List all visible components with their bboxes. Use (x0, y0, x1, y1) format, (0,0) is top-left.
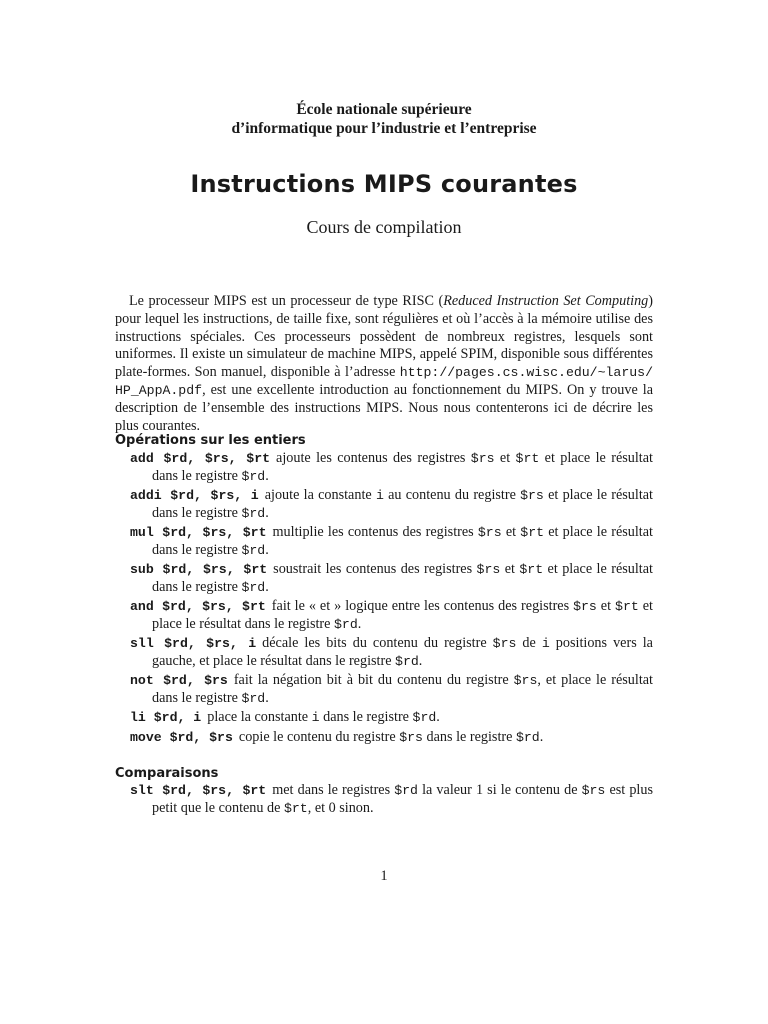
instruction-entry-slt (130, 782, 653, 817)
register-ref: $rd (241, 579, 266, 595)
register-ref: $rd (241, 542, 266, 558)
instruction-syntax-li: li $rd, i (130, 710, 202, 725)
description-text: décale les bits du contenu du registre (262, 635, 493, 651)
instruction-entry-not (130, 672, 653, 707)
instruction-entry-addi (130, 487, 653, 522)
register-ref: $rd (241, 468, 266, 484)
integer-operations-list (130, 450, 653, 748)
school-line-2: d’informatique pour l’industrie et l’entreprise (231, 120, 537, 137)
description-text: et place le résultat dans le registre (152, 598, 653, 632)
description-text: et (500, 561, 520, 577)
register-ref: $rs (399, 729, 423, 745)
description-text: et place le résultat dans le registre (152, 561, 653, 595)
section-title-comparisons: Comparaisons (115, 766, 219, 781)
instruction-entry-sll (130, 635, 653, 670)
instruction-entry-and (130, 598, 653, 633)
description-text: , et 0 sinon. (307, 799, 374, 816)
register-ref: i (375, 488, 384, 503)
description-text: multiplie les contenus des registres (272, 524, 478, 540)
register-ref: i (541, 636, 550, 651)
intro-text-1: Le processeur MIPS est un processeur de type RISC ( (129, 293, 444, 309)
instruction-entry-sub (130, 561, 653, 596)
register-ref: $rs (513, 673, 538, 688)
description-text: . (436, 709, 440, 725)
description-text: met dans le registres (272, 782, 395, 798)
instruction-entry-move (130, 729, 653, 747)
register-ref: $rd (515, 729, 540, 745)
description-text: dans le registre (319, 709, 413, 725)
register-ref: $rt (520, 525, 545, 540)
description-text: au contenu du registre (383, 487, 521, 503)
description-text: ajoute les contenus des registres (276, 450, 471, 466)
description-text: de (516, 635, 542, 651)
register-ref: $rs (477, 525, 502, 540)
instruction-syntax-not: not $rd, $rs (130, 673, 228, 688)
register-ref: $rt (615, 599, 639, 614)
instruction-syntax-move: move $rd, $rs (130, 729, 233, 745)
intro-text-3: , est une excellente introduction au fonctionnement du MIPS. On y trouve la description de l’ensemble des instructions MIPS. Nous nous contenterons ici de décrire les plus courantes. (115, 381, 653, 434)
description-text: fait la négation bit à bit du contenu du registre (233, 672, 514, 688)
instruction-entry-mul (130, 524, 653, 559)
page-subtitle: Cours de compilation (306, 217, 462, 237)
manual-url-link[interactable]: http://pages.cs.wisc.edu/~larus/HP_AppA.pdf (115, 365, 653, 398)
description-text: et (501, 524, 521, 540)
register-ref: i (311, 710, 320, 725)
description-text: copie le contenu du registre (238, 728, 400, 745)
page-number: 1 (380, 868, 388, 884)
register-ref: $rt (519, 562, 544, 577)
instruction-syntax-slt: slt $rd, $rs, $rt (130, 783, 267, 798)
description-text: ajoute la constante (264, 487, 376, 503)
description-text: la valeur 1 si le contenu de (417, 782, 582, 798)
description-text: . (539, 728, 544, 745)
intro-text-2: ) pour lequel les instructions, de taille fixe, sont régulières et où l’accès à la mémoire utilise des instructions spéciales. Ces processeurs possèdent de nombreux registres, lesquels sont uniformes. Il existe un simulateur de machine MIPS, appelé SPIM, disponible sous différentes plate-formes. Son manuel, disponible à l’adresse (115, 293, 653, 381)
register-ref: $rt (283, 800, 308, 816)
register-ref: $rs (476, 562, 501, 577)
instruction-syntax-add: add $rd, $rs, $rt (130, 451, 271, 466)
instruction-entry-add (130, 450, 653, 485)
description-text: et place le résultat dans le registre (152, 487, 653, 521)
comparison-operations-list (130, 782, 653, 819)
description-text: fait le « et » logique entre les contenus des registres (271, 598, 574, 614)
register-ref: $rs (581, 783, 606, 798)
instruction-syntax-mul: mul $rd, $rs, $rt (130, 525, 267, 540)
description-text: , et place le résultat dans le registre (152, 672, 653, 706)
register-ref: $rd (241, 505, 266, 521)
instruction-syntax-and: and $rd, $rs, $rt (130, 599, 266, 614)
register-ref: $rs (573, 599, 597, 614)
description-text: . (265, 541, 269, 558)
instruction-syntax-sll: sll $rd, $rs, i (130, 636, 257, 651)
description-text: place la constante (207, 709, 312, 725)
description-text: . (357, 615, 362, 632)
register-ref: $rd (412, 710, 437, 725)
description-text: et (494, 450, 516, 466)
description-text: . (265, 467, 269, 484)
page-title: Instructions MIPS courantes (190, 170, 578, 198)
school-name (0, 100, 768, 138)
intro-risc-expansion: Reduced Instruction Set Computing (443, 293, 649, 309)
register-ref: $rd (394, 783, 418, 798)
description-text: est plus petit que le contenu de (152, 782, 653, 816)
description-text: . (418, 652, 423, 669)
register-ref: $rd (241, 690, 266, 706)
intro-paragraph (115, 293, 653, 435)
description-text: . (265, 578, 269, 595)
description-text: . (265, 504, 269, 521)
description-text: et place le résultat dans le registre (152, 524, 653, 558)
section-title-integers: Opérations sur les entiers (115, 433, 306, 448)
register-ref: $rt (515, 451, 540, 466)
description-text: et (596, 598, 616, 614)
instruction-syntax-sub: sub $rd, $rs, $rt (130, 562, 268, 577)
description-text: . (265, 689, 269, 706)
register-ref: $rs (492, 636, 517, 651)
instruction-syntax-addi: addi $rd, $rs, i (130, 488, 259, 503)
description-text: positions vers la gauche, et place le résultat dans le registre (152, 635, 653, 669)
register-ref: $rd (334, 616, 358, 632)
instruction-entry-li (130, 709, 653, 727)
description-text: et place le résultat dans le registre (152, 450, 653, 484)
school-line-1: École nationale supérieure (296, 101, 472, 118)
register-ref: $rd (395, 653, 419, 669)
register-ref: $rs (520, 488, 544, 503)
description-text: dans le registre (422, 728, 516, 745)
register-ref: $rs (470, 451, 495, 466)
description-text: soustrait les contenus des registres (273, 561, 477, 577)
